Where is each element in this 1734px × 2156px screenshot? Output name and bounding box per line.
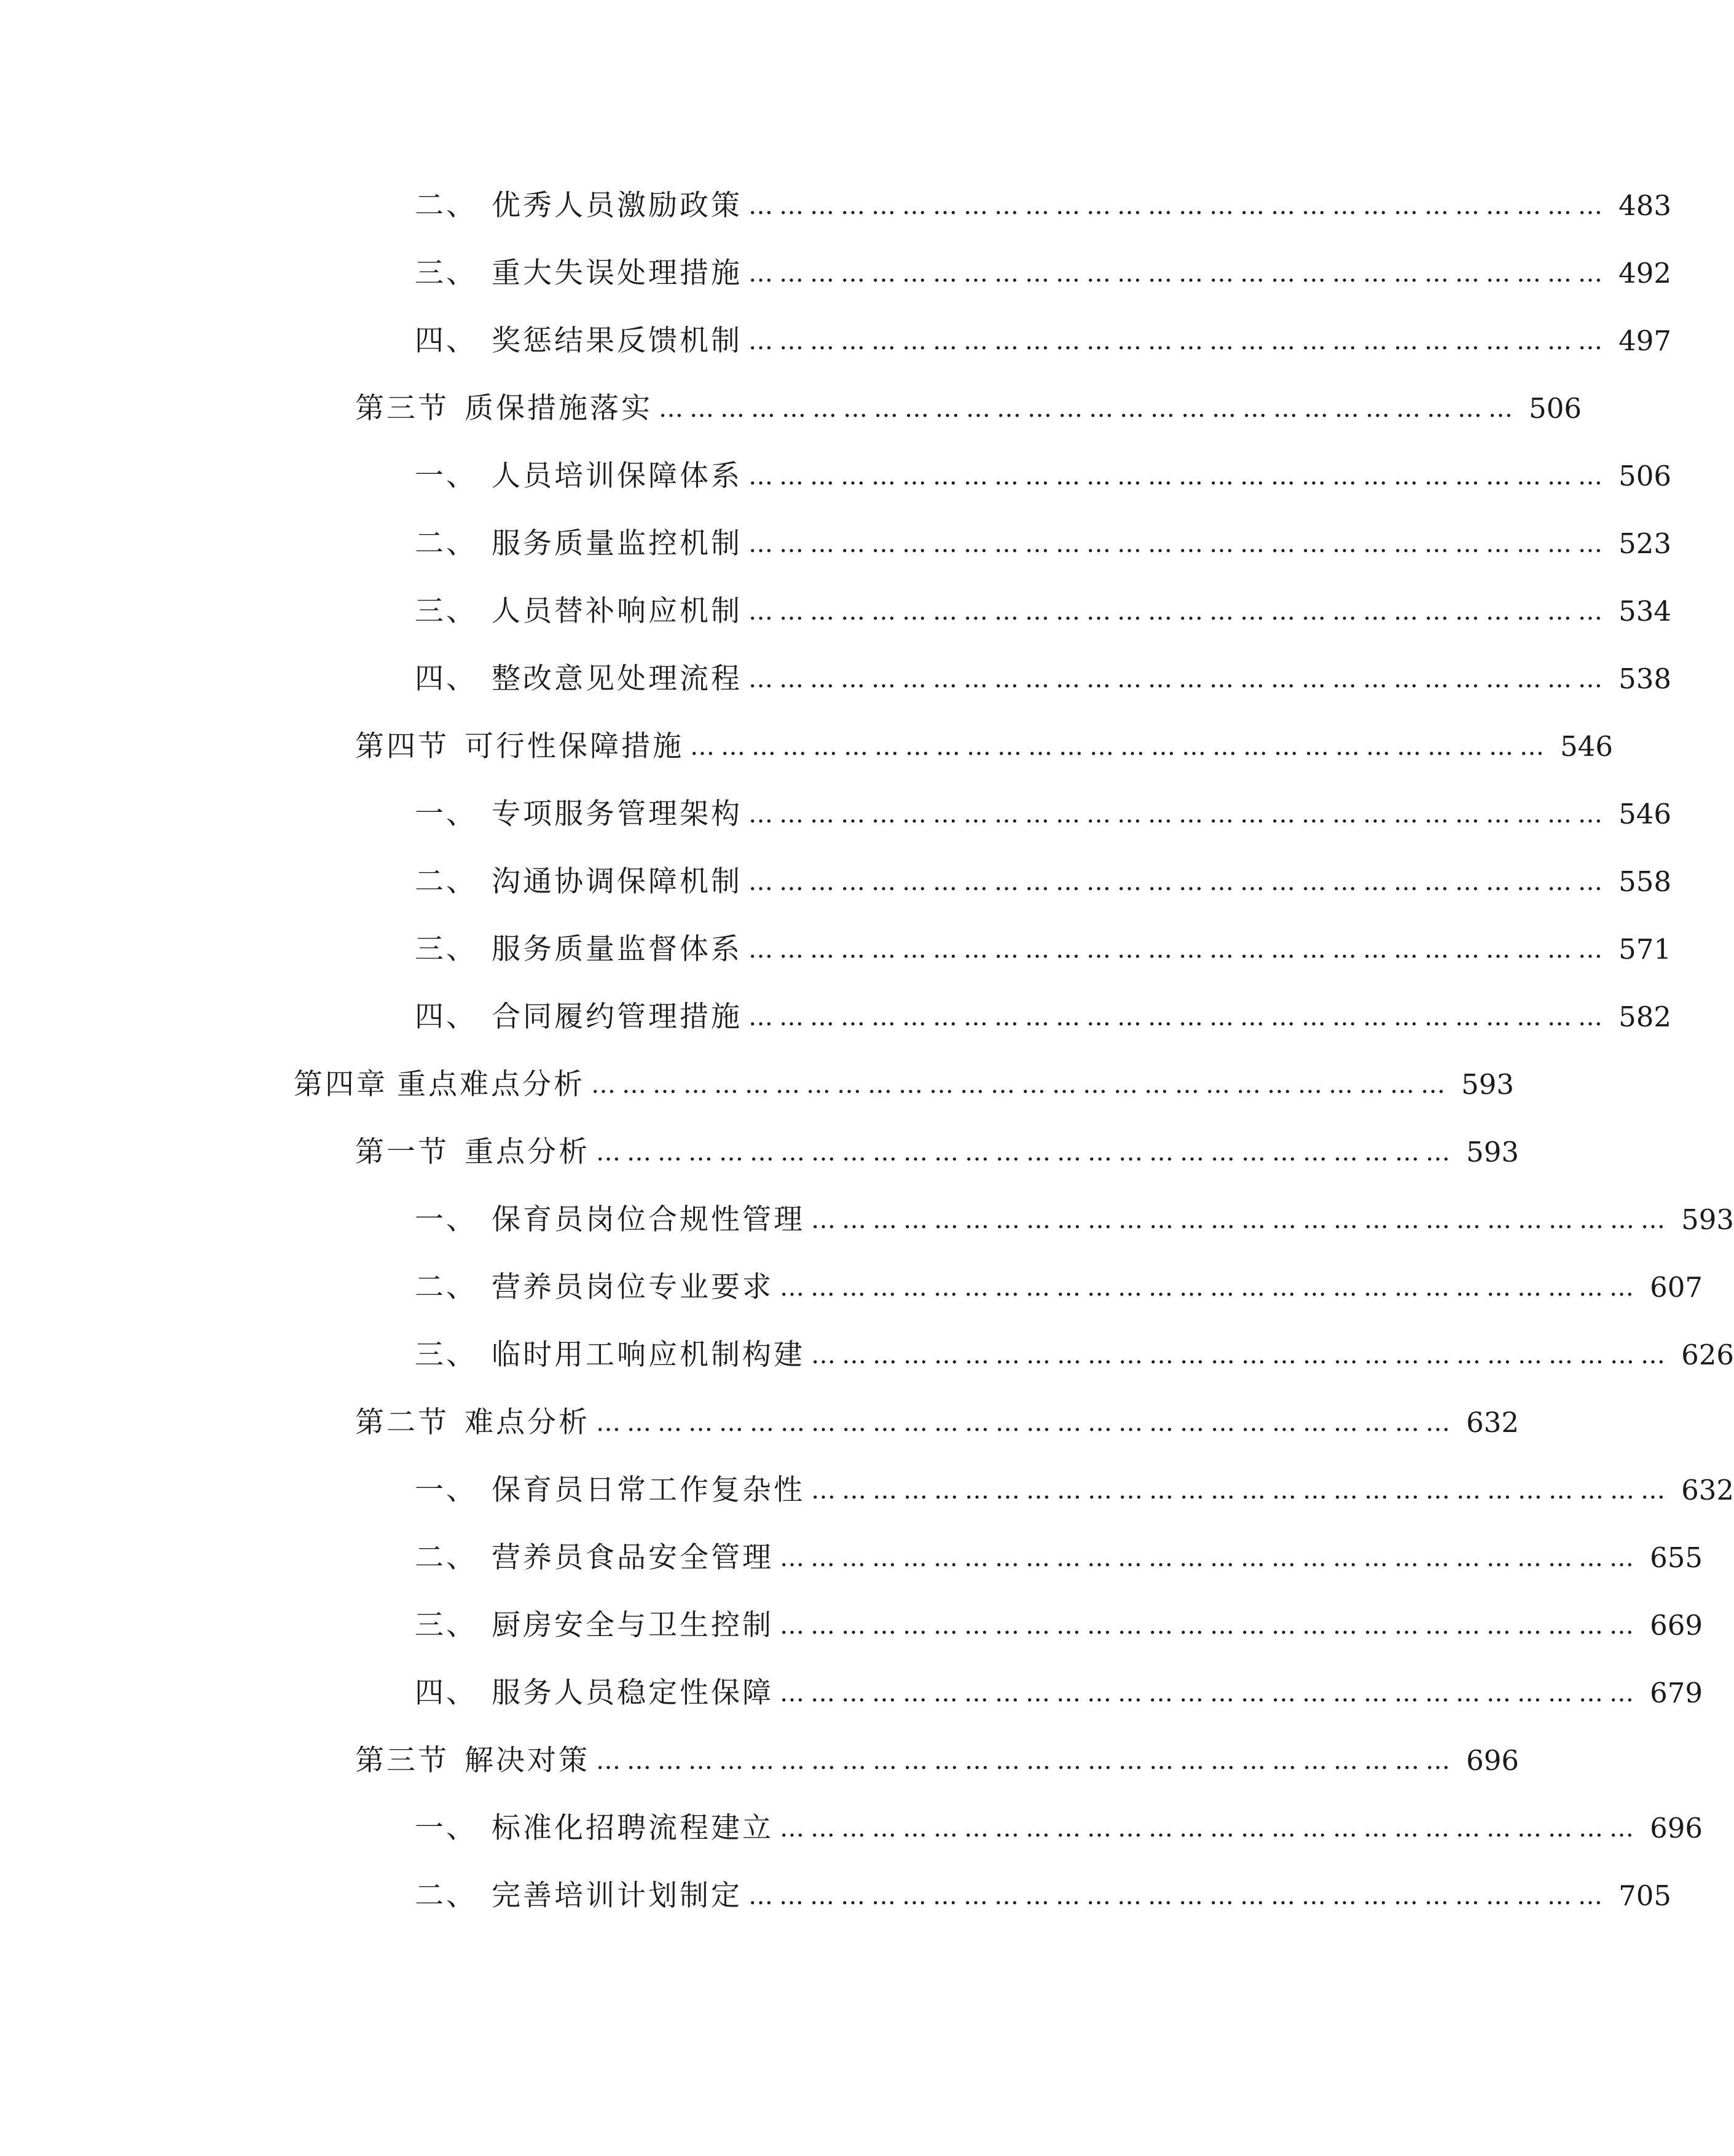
toc-entry[interactable] <box>415 587 1671 636</box>
toc-entry-number: 三、 <box>415 932 477 966</box>
toc-entry-number: 一、 <box>415 1203 477 1237</box>
toc-entry-title: 重大失误处理措施 <box>492 256 742 290</box>
toc-entry-page: 506 <box>1618 460 1671 492</box>
toc-entry[interactable] <box>415 452 1671 501</box>
toc-entry[interactable] <box>415 249 1671 298</box>
toc-entry-page: 523 <box>1618 527 1671 560</box>
toc-dot-leader: ………………………………………………………………………… <box>591 1071 1451 1099</box>
toc-entry-number: 四、 <box>415 662 477 696</box>
toc-entry-page: 593 <box>1461 1068 1514 1101</box>
toc-entry-number: 第二节 <box>355 1406 449 1439</box>
toc-entry-page: 632 <box>1466 1406 1519 1439</box>
toc-entry-page: 632 <box>1681 1474 1734 1506</box>
toc-entry-page: 705 <box>1618 1879 1671 1912</box>
toc-dot-leader: ………………………………………………………………………… <box>596 1409 1456 1437</box>
toc-dot-leader: ………………………………………………………………………… <box>811 1476 1671 1505</box>
toc-entry-title: 完善培训计划制定 <box>492 1879 742 1913</box>
toc-entry[interactable] <box>415 1601 1703 1650</box>
toc-entry[interactable] <box>415 519 1671 569</box>
toc-dot-leader: ………………………………………………………………………… <box>748 530 1609 558</box>
toc-entry-page: 492 <box>1618 257 1671 289</box>
toc-entry-number: 第三节 <box>355 391 449 425</box>
toc-entry-title: 营养员食品安全管理 <box>492 1541 774 1575</box>
toc-entry[interactable] <box>415 1533 1703 1583</box>
toc-entry-number: 三、 <box>415 594 477 628</box>
toc-entry-page: 546 <box>1618 798 1671 830</box>
toc-dot-leader: ………………………………………………………………………… <box>780 1611 1640 1640</box>
toc-entry-page: 593 <box>1466 1136 1519 1168</box>
toc-entry-title: 重点分析 <box>465 1135 590 1169</box>
toc-dot-leader: ………………………………………………………………………… <box>659 395 1519 423</box>
toc-entry[interactable] <box>355 1398 1519 1447</box>
toc-entry-number: 二、 <box>415 1541 477 1575</box>
toc-entry[interactable] <box>415 1195 1734 1245</box>
toc-entry-page: 558 <box>1618 865 1671 898</box>
toc-entry-number: 四、 <box>415 1676 477 1710</box>
toc-dot-leader: ………………………………………………………………………… <box>811 1206 1671 1234</box>
toc-entry[interactable] <box>415 925 1671 974</box>
toc-entry-title: 专项服务管理架构 <box>492 797 742 831</box>
toc-entry-title: 厨房安全与卫生控制 <box>492 1608 774 1642</box>
toc-entry[interactable] <box>355 384 1582 433</box>
toc-entry-number: 一、 <box>415 797 477 831</box>
toc-entry[interactable] <box>415 1871 1671 1921</box>
toc-entry[interactable] <box>294 1060 1514 1109</box>
toc-entry-number: 一、 <box>415 459 477 493</box>
toc-dot-leader: ………………………………………………………………………… <box>780 1814 1640 1843</box>
toc-entry[interactable] <box>415 317 1671 366</box>
toc-entry-title: 质保措施落实 <box>465 391 653 425</box>
toc-dot-leader: ………………………………………………………………………… <box>596 1747 1456 1775</box>
toc-entry-title: 保育员日常工作复杂性 <box>492 1473 805 1507</box>
toc-dot-leader: ………………………………………………………………………… <box>596 1138 1456 1167</box>
toc-entry[interactable] <box>355 1128 1519 1177</box>
toc-entry[interactable] <box>415 1466 1734 1515</box>
toc-entry-page: 679 <box>1650 1677 1703 1709</box>
toc-entry-title: 服务质量监控机制 <box>492 527 742 561</box>
toc-entry-page: 696 <box>1650 1812 1703 1844</box>
toc-entry-page: 534 <box>1618 595 1671 628</box>
toc-entry-title: 难点分析 <box>465 1406 590 1439</box>
toc-dot-leader: ………………………………………………………………………… <box>748 665 1609 693</box>
toc-dot-leader: ………………………………………………………………………… <box>748 1003 1609 1031</box>
toc-dot-leader: ………………………………………………………………………… <box>748 327 1609 355</box>
toc-entry-page: 483 <box>1618 189 1671 222</box>
toc-entry-title: 整改意见处理流程 <box>492 662 742 696</box>
toc-entry-page: 626 <box>1681 1339 1734 1371</box>
toc-entry-number: 二、 <box>415 1879 477 1913</box>
toc-dot-leader: ………………………………………………………………………… <box>748 597 1609 626</box>
toc-entry[interactable] <box>415 181 1671 230</box>
toc-entry-page: 582 <box>1618 1001 1671 1033</box>
toc-entry-title: 合同履约管理措施 <box>492 1000 742 1034</box>
toc-entry-number: 第四节 <box>355 730 449 763</box>
toc-entry-title: 沟通协调保障机制 <box>492 865 742 899</box>
toc-dot-leader: ………………………………………………………………………… <box>748 935 1609 964</box>
toc-entry[interactable] <box>415 655 1671 704</box>
toc-entry-number: 四、 <box>415 1000 477 1034</box>
toc-dot-leader: ………………………………………………………………………… <box>748 800 1609 828</box>
toc-entry-title: 重点难点分析 <box>397 1068 585 1101</box>
toc-dot-leader: ………………………………………………………………………… <box>748 462 1609 490</box>
toc-dot-leader: ………………………………………………………………………… <box>690 733 1550 761</box>
toc-entry-title: 临时用工响应机制构建 <box>492 1338 805 1372</box>
toc-entry-number: 一、 <box>415 1473 477 1507</box>
toc-entry-number: 二、 <box>415 865 477 899</box>
toc-entry[interactable] <box>415 1669 1703 1718</box>
toc-entry-number: 二、 <box>415 1270 477 1304</box>
toc-entry-page: 538 <box>1618 663 1671 695</box>
toc-entry-number: 三、 <box>415 1338 477 1372</box>
toc-entry-page: 696 <box>1466 1744 1519 1777</box>
toc-entry-title: 可行性保障措施 <box>465 730 684 763</box>
toc-entry-title: 保育员岗位合规性管理 <box>492 1203 805 1237</box>
toc-entry-number: 二、 <box>415 189 477 222</box>
toc-entry-page: 546 <box>1560 730 1613 763</box>
toc-entry-number: 三、 <box>415 256 477 290</box>
toc-entry[interactable] <box>415 857 1671 907</box>
toc-entry-page: 497 <box>1618 325 1671 357</box>
toc-entry[interactable] <box>415 790 1671 839</box>
toc-entry-page: 669 <box>1650 1609 1703 1642</box>
toc-entry-page: 655 <box>1650 1541 1703 1574</box>
toc-dot-leader: ………………………………………………………………………… <box>748 259 1609 288</box>
toc-dot-leader: ………………………………………………………………………… <box>780 1273 1640 1302</box>
toc-entry-title: 服务质量监督体系 <box>492 932 742 966</box>
toc-entry-number: 第一节 <box>355 1135 449 1169</box>
toc-entry-number: 二、 <box>415 527 477 561</box>
toc-entry-title: 营养员岗位专业要求 <box>492 1270 774 1304</box>
toc-dot-leader: ………………………………………………………………………… <box>811 1341 1671 1369</box>
toc-entry-title: 优秀人员激励政策 <box>492 189 742 222</box>
toc-entry-page: 607 <box>1650 1271 1703 1304</box>
toc-entry[interactable] <box>415 993 1671 1042</box>
toc-entry-title: 奖惩结果反馈机制 <box>492 324 742 358</box>
toc-entry-title: 标准化招聘流程建立 <box>492 1811 774 1845</box>
toc-entry[interactable] <box>415 1331 1734 1380</box>
toc-dot-leader: ………………………………………………………………………… <box>748 192 1609 220</box>
toc-entry-number: 第三节 <box>355 1744 449 1777</box>
toc-entry-page: 571 <box>1618 933 1671 966</box>
toc-dot-leader: ………………………………………………………………………… <box>748 868 1609 896</box>
toc-entry[interactable] <box>355 722 1613 771</box>
toc-entry-title: 服务人员稳定性保障 <box>492 1676 774 1710</box>
toc-entry-page: 593 <box>1681 1203 1734 1236</box>
toc-entry[interactable] <box>415 1263 1703 1312</box>
toc-dot-leader: ………………………………………………………………………… <box>780 1544 1640 1572</box>
toc-entry-page: 506 <box>1529 392 1582 425</box>
toc-entry-number: 四、 <box>415 324 477 358</box>
toc-entry[interactable] <box>415 1804 1703 1853</box>
toc-entry-title: 人员培训保障体系 <box>492 459 742 493</box>
toc-entry[interactable] <box>355 1736 1519 1785</box>
toc-entry-title: 人员替补响应机制 <box>492 594 742 628</box>
toc-entry-number: 一、 <box>415 1811 477 1845</box>
toc-dot-leader: ………………………………………………………………………… <box>780 1679 1640 1707</box>
toc-entry-title: 解决对策 <box>465 1744 590 1777</box>
toc-dot-leader: ………………………………………………………………………… <box>748 1882 1609 1910</box>
toc-entry-number: 第四章 <box>294 1068 388 1101</box>
toc-entry-number: 三、 <box>415 1608 477 1642</box>
